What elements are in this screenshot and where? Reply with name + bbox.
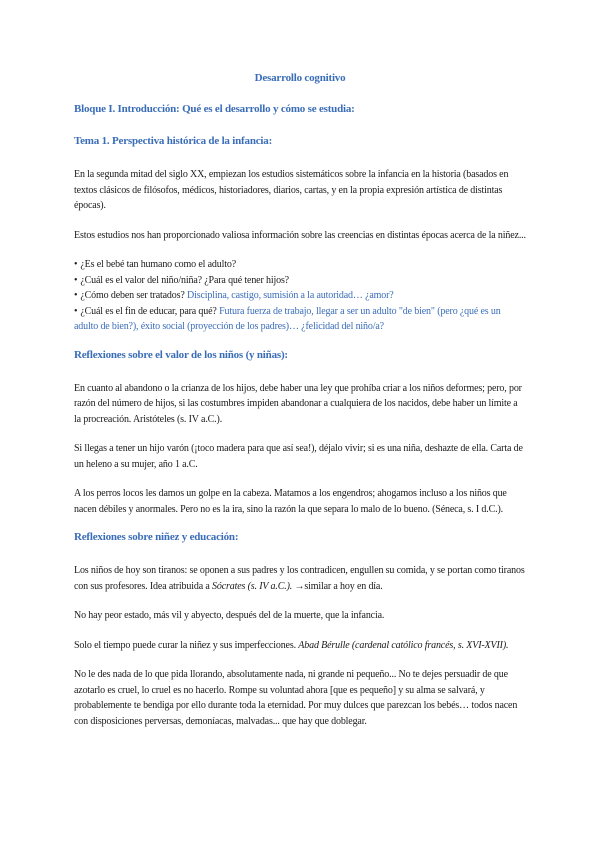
block-heading: Bloque I. Introducción: Qué es el desarrollo y cómo se estudia: xyxy=(74,103,355,115)
topic-heading: Tema 1. Perspectiva histórica de la infancia: xyxy=(74,135,273,147)
quote-comment: →similar a hoy en día. xyxy=(292,580,383,592)
bullet-icon: • xyxy=(74,259,78,270)
berulle-quote xyxy=(74,638,526,654)
studies-paragraph: Estos estudios nos han proporcionado valiosa información sobre las creencias en distintas épocas acerca de la niñez... xyxy=(74,229,526,241)
quote-text: Solo el tiempo puede curar la niñez y sus imperfecciones. xyxy=(74,639,299,651)
socrates-quote xyxy=(74,563,526,594)
document-title: Desarrollo cognitivo xyxy=(254,72,346,84)
education-heading: Reflexiones sobre niñez y educación: xyxy=(74,531,239,543)
bullet-icon: • xyxy=(74,274,78,286)
hellene-letter-quote: Si llegas a tener un hijo varón (¡toco madera para que así sea!), déjalo vivir; si es una niña, deshazte de ella. Carta de un heleno a su mujer, año 1 a.C. xyxy=(74,443,523,470)
question-item xyxy=(74,273,526,289)
quote-attribution: Sócrates (s. IV a.C.). xyxy=(212,580,293,592)
questions-list xyxy=(74,257,526,335)
bullet-icon: • xyxy=(74,290,78,301)
question-item xyxy=(74,257,526,273)
question-text: ¿Cómo deben ser tratados? xyxy=(80,290,185,301)
discipline-quote: No le des nada de lo que pida llorando, absolutamente nada, ni grande ni pequeño... No te dejes persuadir de que azotarlo es cruel, lo cruel es no hacerlo. Rompe su voluntad ahora [que es pequeño] y su alma se salvará, y probablemente te bendiga por ello durante toda la eternidad. Por muy dulces que parezcan los bebés… todos nacen con disposiciones perversas, demoníacas, malvadas... que hay que doblegar. xyxy=(74,669,518,727)
seneca-quote: A los perros locos les damos un golpe en la cabeza. Matamos a los engendros; ahogamos incluso a los niños que nacen débiles y anormales. Pero no es la ira, sino la razón la que separa lo malo de lo bueno. (Séneca, s. I d.C.). xyxy=(74,488,507,515)
question-text: ¿Cuál es el valor del niño/niña? ¿Para qué tener hijos? xyxy=(80,274,289,286)
answer-text: Disciplina, castigo, sumisión a la autoridad… ¿amor? xyxy=(187,290,394,301)
aristotle-quote: En cuanto al abandono o la crianza de los hijos, debe haber una ley que prohíba criar a los niños deformes; pero, por razón del número de hijos, si las costumbres impiden abandonar a cualquiera de los nacidos, debe haber un límite a la procreación. Aristóteles (s. IV a.C.). xyxy=(74,382,522,425)
quote-text: Los niños de hoy son tiranos: se oponen a sus padres y los contradicen, engullen su comida, y se portan como tiranos con sus profesores. Idea atribuida a xyxy=(74,565,525,592)
question-item xyxy=(74,288,526,304)
value-heading: Reflexiones sobre el valor de los niños (y niñas): xyxy=(74,348,288,361)
intro-paragraph: En la segunda mitad del siglo XX, empiezan los estudios sistemáticos sobre la infancia en la historia (basados en textos clásicos de filósofos, médicos, historiadores, diarios, cartas, y en la propia expresión artística de distintas épocas). xyxy=(74,169,509,211)
question-text: ¿Cuál es el fin de educar, para qué? xyxy=(80,305,217,317)
bullet-icon: • xyxy=(74,305,78,317)
question-item xyxy=(74,304,526,335)
infancy-quote: No hay peor estado, más vil y abyecto, después del de la muerte, que la infancia. xyxy=(74,610,385,621)
answer-text: Futura fuerza de trabajo, llegar a ser un adulto "de bien" (pero ¿qué es un adulto de bien?), éxito social (proyección de los padres)… ¿felicidad del niño/a? xyxy=(74,305,501,332)
document-content xyxy=(74,72,526,743)
quote-attribution: Abad Bérulle (cardenal católico francés, s. XVI-XVII). xyxy=(298,639,509,651)
question-text: ¿Es el bebé tan humano como el adulto? xyxy=(80,259,236,270)
